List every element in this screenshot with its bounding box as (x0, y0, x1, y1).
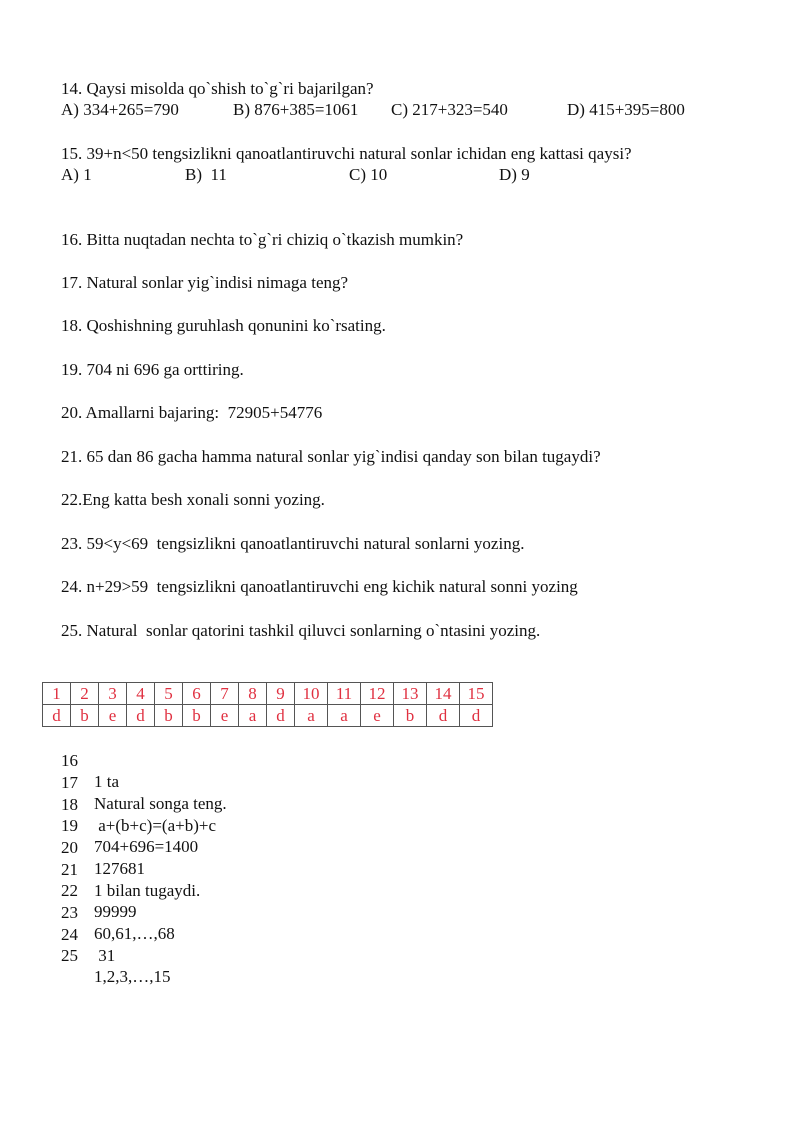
answer-key-value: 1,2,3,…,15 (94, 967, 171, 987)
answer-number-cell: 5 (155, 683, 183, 705)
answer-letter-cell: e (361, 705, 394, 727)
answer-letter-cell: e (211, 705, 239, 727)
answer-number-cell: 10 (295, 683, 328, 705)
answer-key-row (61, 923, 361, 987)
answer-number-cell: 1 (43, 683, 71, 705)
answer-letter-cell: e (99, 705, 127, 727)
answer-number-cell: 3 (99, 683, 127, 705)
question-16: 16. Bitta nuqtadan nechta to`g`ri chiziq o`tkazish mumkin? (61, 230, 464, 249)
answer-key-number: 16 (61, 750, 78, 770)
answer-key-number: 19 (61, 815, 78, 835)
answer-key-number: 24 (61, 924, 78, 944)
question-21: 21. 65 dan 86 gacha hamma natural sonlar yig`indisi qanday son bilan tugaydi? (61, 447, 601, 466)
answer-key-value: 704+696=1400 (94, 837, 199, 857)
answer-letter-cell: b (183, 705, 211, 727)
answer-key-number: 22 (61, 880, 78, 900)
q14-option-c: C) 217+323=540 (391, 100, 508, 119)
answer-letter-cell: b (71, 705, 99, 727)
question-22: 22.Eng katta besh xonali sonni yozing. (61, 490, 325, 509)
answer-letter-cell: d (127, 705, 155, 727)
answer-number-cell: 15 (460, 683, 493, 705)
answer-number-cell: 6 (183, 683, 211, 705)
answer-letter-cell: a (295, 705, 328, 727)
q14-option-a: A) 334+265=790 (61, 100, 179, 119)
question-24: 24. n+29>59 tengsizlikni qanoatlantiruvchi eng kichik natural sonni yozing (61, 577, 578, 596)
answer-number-cell: 4 (127, 683, 155, 705)
answer-key-value: 1 ta (94, 772, 120, 792)
answer-number-cell: 2 (71, 683, 99, 705)
answer-number-cell: 7 (211, 683, 239, 705)
answer-letter-cell: d (267, 705, 295, 727)
answer-letter-cell: a (239, 705, 267, 727)
answer-number-cell: 9 (267, 683, 295, 705)
answer-key-value: 31 (94, 946, 116, 966)
q15-option-b: B) 11 (185, 165, 227, 184)
answer-table-numbers-row (43, 683, 493, 705)
answer-letter-cell: b (155, 705, 183, 727)
answer-letter-cell: a (328, 705, 361, 727)
q14-option-d: D) 415+395=800 (567, 100, 685, 119)
answer-number-cell: 14 (427, 683, 460, 705)
question-19: 19. 704 ni 696 ga orttiring. (61, 360, 244, 379)
answer-letter-cell: b (394, 705, 427, 727)
question-20: 20. Amallarni bajaring: 72905+54776 (61, 403, 323, 422)
answer-key-number: 23 (61, 902, 78, 922)
question-17: 17. Natural sonlar yig`indisi nimaga teng? (61, 273, 349, 292)
q15-option-a: A) 1 (61, 165, 92, 184)
answer-key-value: 99999 (94, 902, 137, 922)
answer-key-value: Natural songa teng. (94, 794, 227, 814)
question-18: 18. Qoshishning guruhlash qonunini ko`rsating. (61, 316, 386, 335)
answer-key-value: 1 bilan tugaydi. (94, 881, 201, 901)
answer-key-number: 17 (61, 772, 78, 792)
question-25: 25. Natural sonlar qatorini tashkil qiluvci sonlarning o`ntasini yozing. (61, 621, 541, 640)
q15-option-d: D) 9 (499, 165, 530, 184)
answer-letter-cell: d (427, 705, 460, 727)
question-23: 23. 59<y<69 tengsizlikni qanoatlantiruvchi natural sonlarni yozing. (61, 534, 525, 553)
answer-number-cell: 11 (328, 683, 361, 705)
answer-key-value: 127681 (94, 859, 145, 879)
answer-key-number: 18 (61, 794, 78, 814)
q14-option-b: B) 876+385=1061 (233, 100, 359, 119)
answer-key-value: 60,61,…,68 (94, 924, 175, 944)
answer-table (42, 682, 493, 727)
answer-letter-cell: d (460, 705, 493, 727)
q15-option-c: C) 10 (349, 165, 388, 184)
answer-number-cell: 12 (361, 683, 394, 705)
answer-number-cell: 13 (394, 683, 427, 705)
answer-number-cell: 8 (239, 683, 267, 705)
answer-key-number: 21 (61, 859, 78, 879)
question-14: 14. Qaysi misolda qo`shish to`g`ri bajarilgan? (61, 79, 374, 98)
question-15: 15. 39+n<50 tengsizlikni qanoatlantiruvchi natural sonlar ichidan eng kattasi qaysi? (61, 144, 632, 163)
answer-letter-cell: d (43, 705, 71, 727)
answer-key-number: 25 (61, 945, 78, 965)
answer-key-value: a+(b+c)=(a+b)+c (94, 816, 217, 836)
answer-table-letters-row (43, 705, 493, 727)
answer-key-number: 20 (61, 837, 78, 857)
